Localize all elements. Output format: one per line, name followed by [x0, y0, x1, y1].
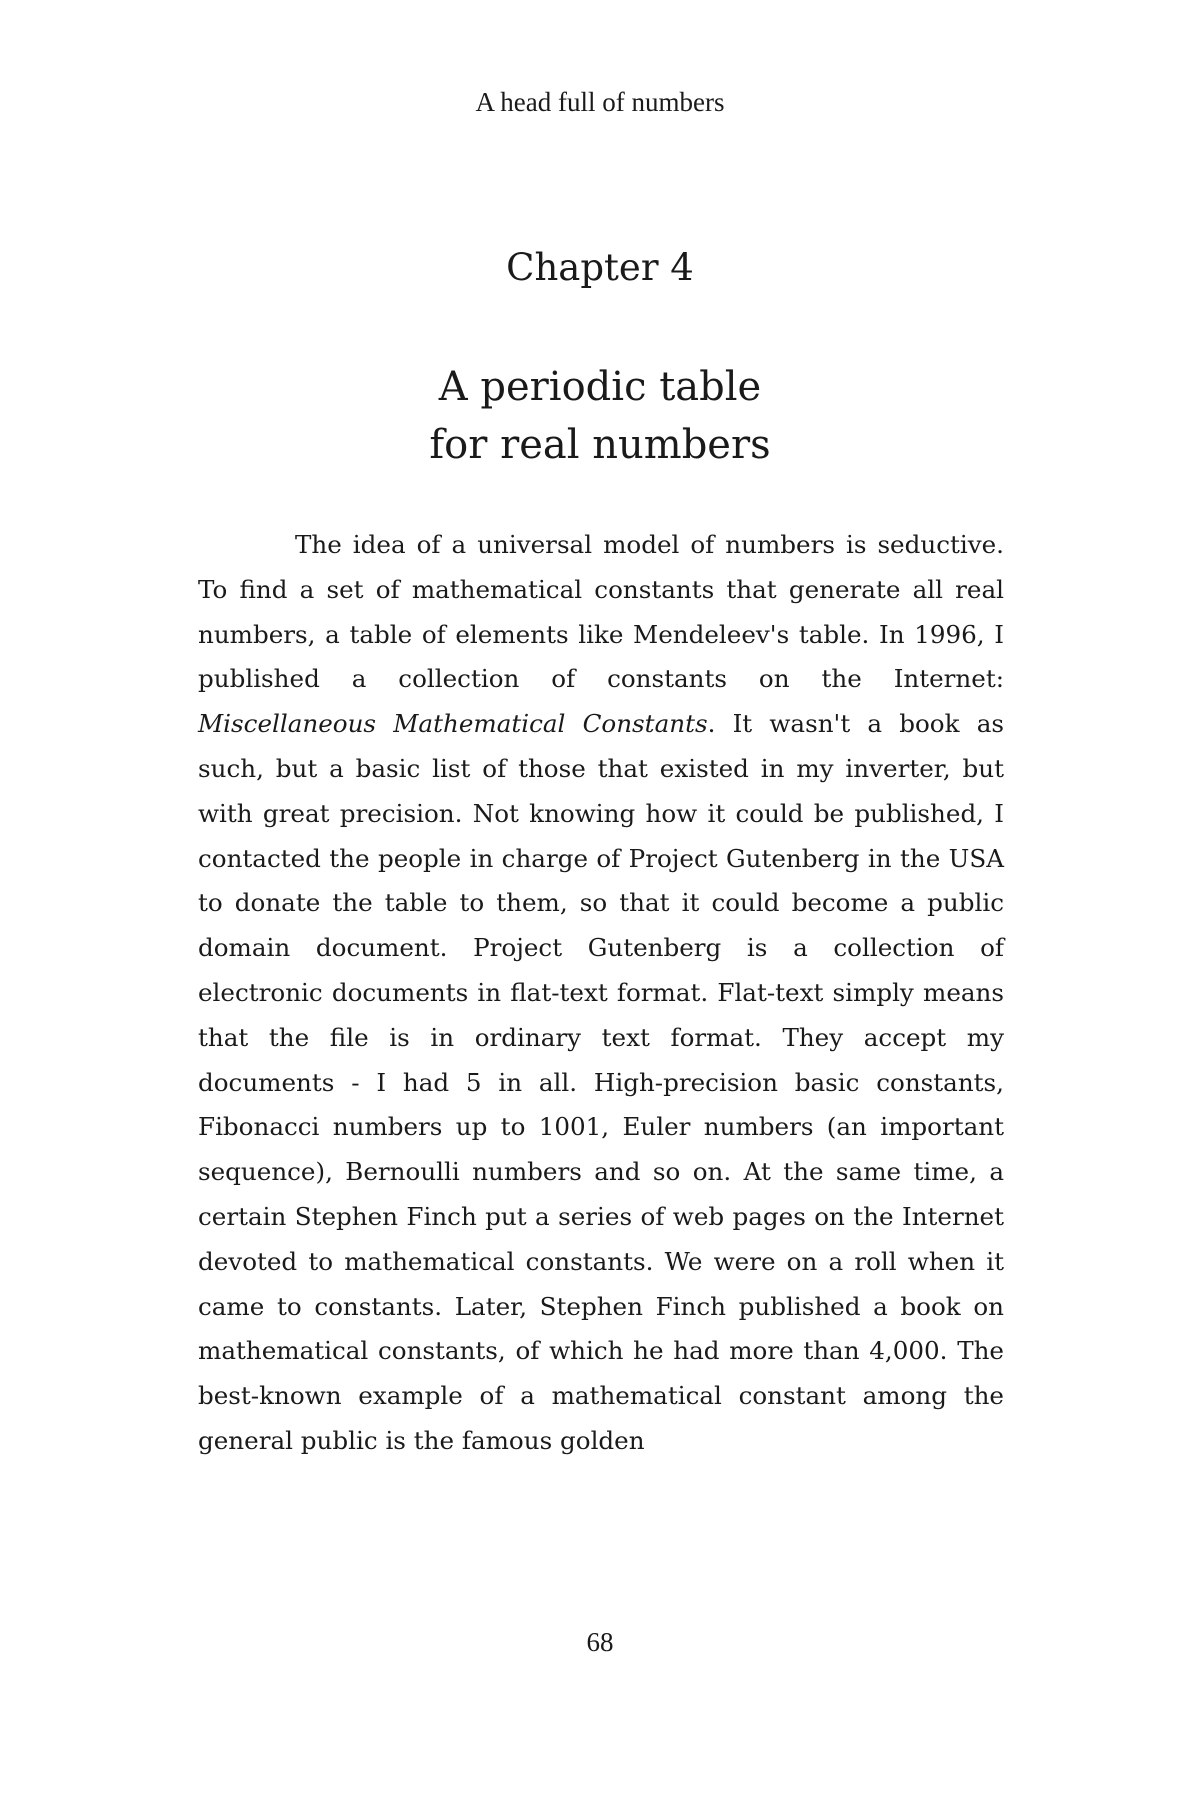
body-text-part-2: . It wasn't a book as such, but a basic list of those that existed in my inverter, but with great precision. Not knowing how it could be published, I contacted the people in charge of Project Gutenberg in the USA to donate the table to them, so that it could become a public domain document. Project Gutenberg is a collection of electronic documents in flat-text format. Flat-text simply means that the file is in ordinary text format. They accept my documents - I had 5 in all. High-precision basic constants, Fibonacci numbers up to 1001, Euler numbers (an important sequence), Bernoulli numbers and so on. At the same time, a certain Stephen Finch put a series of web pages on the Internet devoted to mathematical constants. We were on a roll when it came to constants. Later, Stephen Finch published a book on mathematical constants, of which he had more than 4,000. The best-known example of a mathematical constant among the general public is the famous golden [198, 709, 1004, 1455]
page-number: 68 [586, 1627, 614, 1657]
running-head: A head full of numbers [475, 87, 725, 117]
chapter-number: Chapter 4 [506, 246, 694, 289]
chapter-title [0, 358, 1200, 474]
body-paragraph [198, 523, 1004, 1464]
italic-book-title: Miscellaneous Mathematical Constants [198, 709, 708, 739]
chapter-title-line-2: for real numbers [429, 422, 771, 468]
body-text-part-1: The idea of a universal model of numbers is seductive. To find a set of mathematical constants that generate all real numbers, a table of elements like Mendeleev's table. In 1996, I published a collection of constants on the Internet: [198, 530, 1004, 694]
chapter-title-line-1: A periodic table [438, 364, 762, 410]
